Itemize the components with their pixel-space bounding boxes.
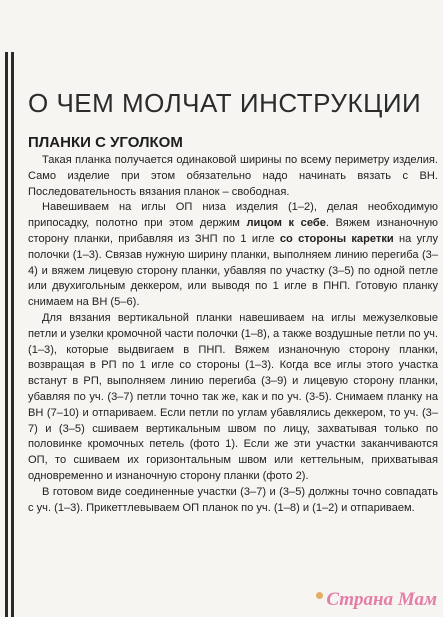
text-run: . Вяжем изнаночную сторону планки, прибавляя из ЗНП по 1 игле — [28, 217, 438, 245]
left-margin-rule — [5, 52, 8, 617]
section-heading: ПЛАНКИ С УГОЛКОМ — [28, 134, 183, 151]
watermark-text: Страна Мам — [326, 589, 437, 610]
text-run: на углу полочки (1–3). Связав нужную ширину планки, выполняем линию перегиба (3–4) и вяжем лицевую сторону планки, убавляя по участку (3–5) по одной петле или двухигольным деккером, или выводя по 1 игле в ПНП. Готовую планку снимаем на ВН (5–6). — [28, 232, 438, 309]
page-title: О ЧЕМ МОЛЧАТ ИНСТРУКЦИИ — [28, 88, 422, 118]
paragraph-vertical-placket: Для вязания вертикальной планки навешиваем на иглы межузелковые петли и узелки кромочной части полочки (1–8), а также воздушные петли по уч. (1–3), которые выдвигаем в ПНП. Вяжем изнаночную сторону планки, возвращая в РП по 1 игле со стороны (1–3). Когда все иглы этого участка встанут в РП, выполняем линию перегиба (3–9) и лицевую сторону планки, убавляя по уч. (3–7) петли точно так же, как и по уч. (3-5). Снимаем планку на ВН (7–10) и отпариваем. Если петли по углам убавлялись деккером, то уч. (3–7) и (3–5) сшиваем вертикальным швом по лицу, захватывая только по половинке кромочных петель (фото 1). Если же эти участки заканчиваются ОП, то сшиваем их горизонтальным швом или кеттельным, прихватывая одновременно и изнаночную сторону планки (фото 2). — [28, 311, 438, 482]
emphasis-carriage-side: со стороны каретки — [279, 232, 394, 245]
paragraph-intro: Такая планка получается одинаковой ширины по всему периметру изделия. Само изделие при этом обязательно надо начинать вязать с ВН. Последовательность вязания планок – свободная. — [28, 154, 438, 198]
left-margin-rule-inner — [11, 52, 14, 617]
paragraph-finishing: В готовом виде соединенные участки (3–7) и (3–5) должны точно совпадать с уч. (1–3). Прикеттлевываем ОП планок по уч. (1–8) и (1–2) и отпариваем. — [28, 485, 438, 514]
site-watermark-logo — [316, 589, 437, 611]
watermark-dot-icon — [316, 592, 323, 599]
text-run: Навешиваем на иглы ОП низа изделия (1–2), делая необходимую припосадку, полотно при этом держим — [28, 201, 438, 230]
emphasis-face-to-self: лицом к себе — [246, 217, 326, 230]
paragraph-horizontal-placket — [28, 200, 438, 311]
article-body — [28, 153, 438, 516]
